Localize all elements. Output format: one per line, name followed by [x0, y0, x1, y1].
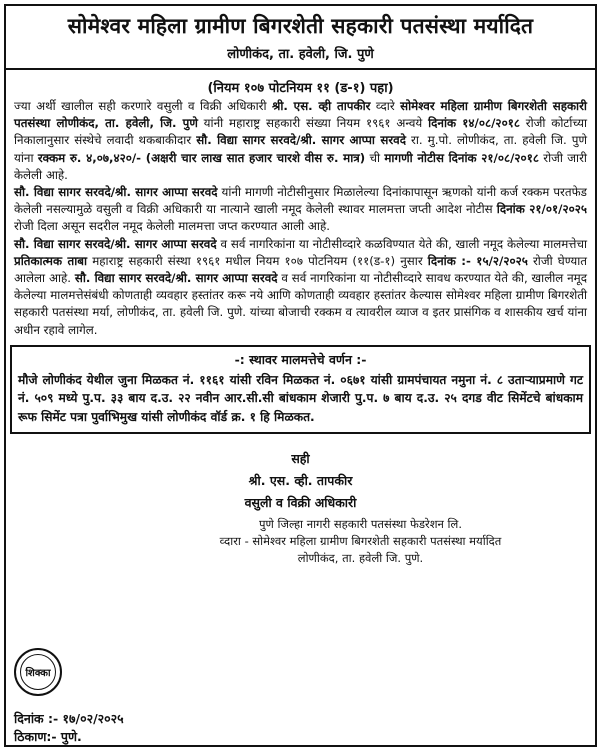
- date-place-block: [14, 710, 124, 746]
- text-span: यांनी महाराष्ट्र सहकारी संख्या नियम १९६१ अन्वये: [197, 116, 429, 131]
- demand-notice-date: मागणी नोटीस दिनांक २१/०८/२०१८: [384, 150, 539, 165]
- notice-date: दिनांक :- १७/०२/२०२५: [14, 711, 124, 726]
- notice-body: [6, 98, 595, 339]
- officer-name: श्री. एस. व्ही तापकीर: [271, 99, 371, 113]
- through-society: व्दारा - सोमेश्वर महिला ग्रामीण बिगरशेती सहकारी पतसंस्था मर्यादित: [219, 534, 502, 549]
- text-span: यांनी मागणी नोटीसीनुसार मिळालेल्या दिनांकापासून ऋणको यांनी कर्ज रक्कम परतफेड केलेली नसल्यामुळे वसुली व विक्री अधिकारी या नात्याने खाली नमूद केलेली स्थावर मालमत्ता जप्ती आदेश नोटीस: [14, 185, 587, 217]
- borrower-names: सौ. विद्या सागर सरवदे/श्री. सागर आप्पा सरवदे: [14, 185, 218, 200]
- federation-name: पुणे जिल्हा नागरी सहकारी पतसंस्था फेडरेशन लि.: [258, 517, 462, 532]
- symbolic-possession: प्रतिकात्मक ताबा: [14, 253, 88, 268]
- paragraph-attachment: [14, 184, 587, 236]
- text-span: रोजी कोर्टाच्या निकालानुसार संस्थेचे लवादी थकबाकीदार: [14, 116, 587, 148]
- court-order-date: दिनांक १४/०८/२०१८: [428, 116, 520, 131]
- text-span: महाराष्ट्र सहकारी संस्था १९६१ मधील नियम १०७ पोटनियम (११(ड-१) नुसार: [87, 253, 428, 268]
- signatory-name: श्री. एस. व्ही. तापकीर: [248, 473, 353, 489]
- public-notice: [4, 4, 597, 747]
- text-span: व्दारे: [370, 99, 401, 113]
- possession-date: दिनांक :- १५/२/२०२५: [427, 253, 528, 268]
- seal-stamp: [14, 648, 62, 696]
- seal-label: शिक्का: [20, 654, 56, 690]
- text-span: व सर्व नागरिकांना या नोटीसीव्दारे सावध करण्यात येते की, खालील नमूद केलेल्या मालमत्तेसंबंधी कोणताही व्यवहार हस्तांतर करू नये आणि कोणताही व्यवहार हस्तांतर केल्यास सोमेश्वर महिला ग्रामीण बिगरशेती सहकारी पतसंस्था मर्या, लोणीकंद, ता. हवेली जि. पुणे. यांच्या बोजाची रक्कम व त्यावरील व्याज व इतर प्रासंगिक व शासकीय खर्च यांना अधीन रहावे लागेल.: [14, 271, 587, 337]
- text-span: व सर्व नागरिकांना या नोटीसीव्दारे कळविण्यात येते की, खाली नमूद केलेल्या मालमत्तेचा: [216, 236, 587, 251]
- rule-reference: (नियम १०७ पोटनियम ११ (ड-१) पहा): [207, 81, 394, 96]
- text-span: रोजी जारी केलेली आहे.: [14, 150, 587, 182]
- notice-subtitle: लोणीकंद, ता. हवेली, जि. पुणे: [6, 42, 595, 70]
- signatory-designation: वसुली व विक्री अधिकारी: [244, 495, 357, 511]
- notice-place: ठिकाण:- पुणे.: [14, 729, 82, 744]
- paragraph-demand-notice: [14, 98, 587, 184]
- borrower-names: सौ. विद्या सागर सरवदे/श्री. सागर आप्पा सरवदे: [74, 271, 278, 286]
- text-span: ची: [365, 150, 385, 165]
- borrower-names: सौ. विद्या सागर सरवदे/श्री. सागर आप्पा सरवदे: [196, 133, 406, 148]
- signature-block: [6, 448, 595, 514]
- paragraph-possession: [14, 236, 587, 339]
- notice-title: सोमेश्वर महिला ग्रामीण बिगरशेती सहकारी पतसंस्था मर्यादित: [67, 14, 534, 38]
- federation-block: [6, 516, 595, 567]
- property-heading: -: स्थावर मालमत्तेचे वर्णन :-: [234, 351, 367, 367]
- society-address: लोणीकंद, ता. हवेली जि. पुणे.: [297, 551, 424, 566]
- property-description-box: [10, 345, 591, 435]
- text-span: रोजी घेण्यात आलेला आहे.: [14, 253, 587, 286]
- text-span: रा. मु.पो. लोणीकंद, ता. हवेली जि. पुणे यांना: [14, 133, 587, 165]
- demand-amount: रक्कम रु. ४,०७,४२०/- (अक्षरी चार लाख सात हजार चारशे वीस रु. मात्र): [37, 150, 366, 165]
- property-text: मौजे लोणीकंद येथील जुना मिळकत नं. ११६१ यांसी रविन मिळकत नं. ०६७१ यांसी ग्रामपंचायत नमुना नं. ८ उताऱ्याप्रमाणे गट नं. ५०९ मध्ये पु.प. ३३ बाय द.उ. २२ नवीन आर.सी.सी बांधकाम शेजारी पु.प. ७ बाय द.उ. २५ दगड वीट सिमेंटचे बांधकाम रूफ सिमेंट पत्रा पुर्वाभिमुख यांसी लोणीकंद वॉर्ड क्र. १ हि मिळकत.: [18, 372, 583, 424]
- society-name: सोमेश्वर महिला ग्रामीण बिगरशेती सहकारी पतसंस्था लोणीकंद, ता. हवेली, जि. पुणे: [14, 99, 587, 131]
- text-span: ज्या अर्थी खालील सही करणारे वसुली व विक्री अधिकारी: [14, 99, 272, 113]
- text-span: रोजी दिला असून सदरील नमूद केलेली मालमत्ता जप्त करण्यात आली आहे.: [14, 219, 330, 234]
- borrower-names: सौ. विद्या सागर सरवदे/श्री. सागर आप्पा सरवदे: [14, 236, 217, 251]
- attachment-date: दिनांक २१/०१/२०२५: [496, 202, 587, 217]
- signature-label: सही: [291, 451, 310, 467]
